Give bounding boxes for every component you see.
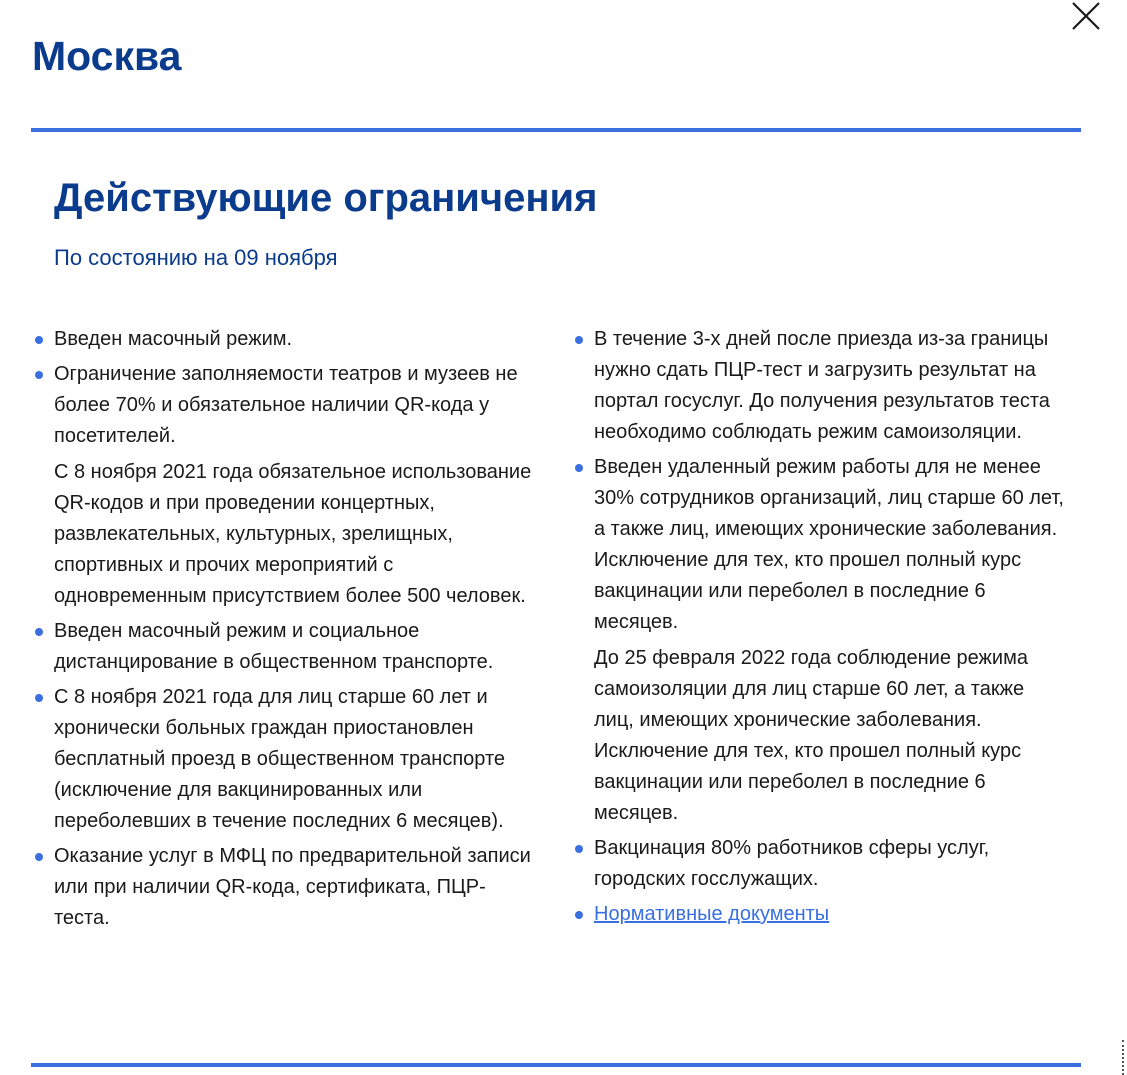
close-icon [1068,0,1104,32]
list-item [54,359,534,612]
list-item [54,682,534,837]
top-divider [31,128,1081,132]
list-item [594,833,1064,895]
restrictions-left-column [54,324,534,938]
status-date: По состоянию на 09 ноября [54,245,338,270]
item-text: Ограничение заполняемости театров и музеев не более 70% и обязательное наличии QR-кода у посетителей. [54,363,518,447]
normative-documents-link[interactable]: Нормативные документы [594,903,830,925]
item-text: Вакцинация 80% работников сферы услуг, городских госслужащих. [594,837,990,890]
item-text: Оказание услуг в МФЦ по предварительной записи или при наличии QR-кода, сертификата, ПЦР-теста. [54,845,531,929]
item-text: До 25 февраля 2022 года соблюдение режима самоизоляции для лиц старше 60 лет, а также лиц, имеющих хронические заболевания. Исключение для тех, кто прошел полный курс вакцинации или переболел в последние 6 месяцев. [594,647,1028,824]
list-item [594,452,1064,829]
restrictions-list-right [594,324,1064,930]
docs-link-wrapper [594,899,1064,930]
list-item [54,324,534,355]
list-item-docs [594,899,1064,930]
restrictions-list-left [54,324,534,934]
item-text: Введен масочный режим. [54,328,293,350]
restrictions-right-column [594,324,1064,934]
scrollbar-edge[interactable] [1122,1040,1127,1075]
item-text: С 8 ноября 2021 года для лиц старше 60 лет и хронически больных граждан приостановлен бесплатный проезд в общественном транспорте (исключение для вакцинированных или переболевших в течение последних 6 месяцев). [54,686,506,832]
city-title: Москва [32,33,182,79]
section-title: Действующие ограничения [54,176,598,220]
list-item [54,841,534,934]
list-item [594,324,1064,448]
item-text: Введен масочный режим и социальное дистанцирование в общественном транспорте. [54,620,494,673]
item-text: Введен удаленный режим работы для не менее 30% сотрудников организаций, лиц старше 60 лет, а также лиц, имеющих хронические заболевания. Исключение для тех, кто прошел полный курс вакцинации или переболел в последние 6 месяцев. [594,456,1064,633]
close-button[interactable] [1068,0,1104,32]
list-item [54,616,534,678]
item-text: В течение 3-х дней после приезда из-за границы нужно сдать ПЦР-тест и загрузить результат на портал госуслуг. До получения результатов теста необходимо соблюдать режим самоизоляции. [594,328,1050,443]
item-text: С 8 ноября 2021 года обязательное использование QR-кодов и при проведении концертных, развлекательных, культурных, зрелищных, спортивных и прочих мероприятий с одновременным присутствием более 500 человек. [54,461,532,607]
bottom-divider [31,1063,1081,1067]
